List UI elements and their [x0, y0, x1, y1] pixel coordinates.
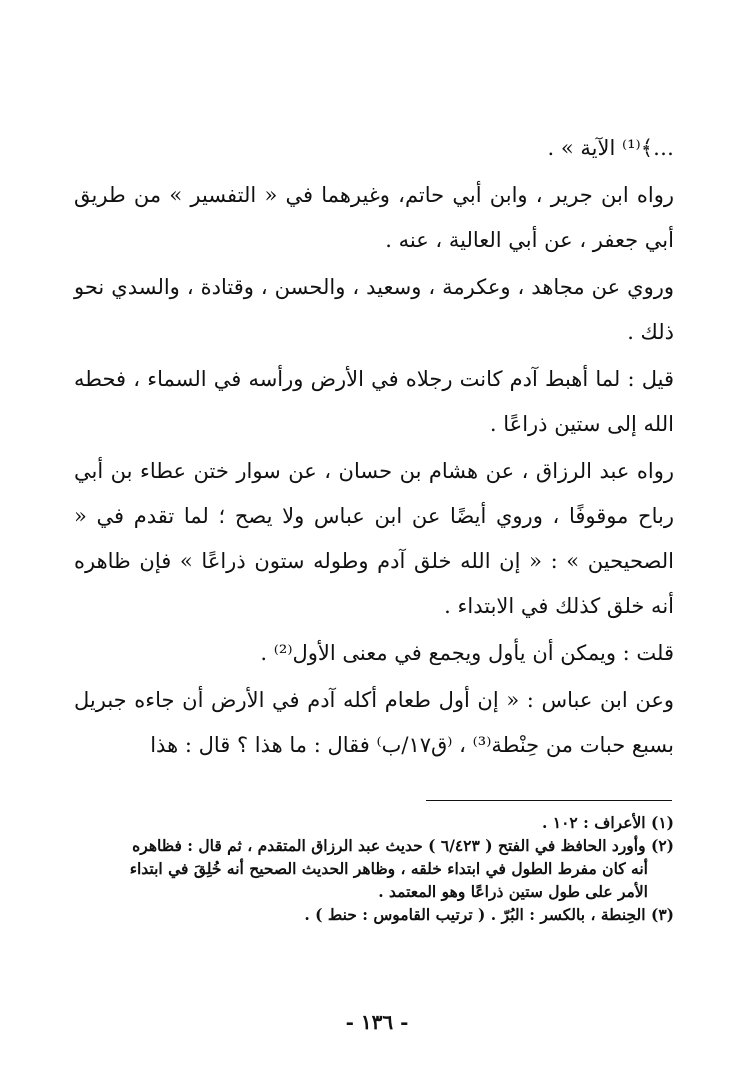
paragraph-ibn-abbas: وعن ابن عباس : « إن أول طعام أكله آدم في الأرض أن جاءه جبريل بسبع حبات من حِنْطة⁽³⁾ ، ⁽ق١٧/ب⁾ فقال : ما هذا ؟ قال : هذا: [74, 688, 674, 757]
paragraph-reconcile: قلت : ويمكن أن يأول ويجمع في معنى الأول⁽²⁾ .: [260, 641, 674, 665]
footnote-2: (٢) وأورد الحافظ في الفتح ( ٦/٤٢٣ ) حديث عبد الرزاق المتقدم ، ثم قال : فظاهره: [132, 836, 674, 855]
footnote-3: (٣) الحِنطة ، بالكسر : البُرّ . ( ترتيب القاموس : حنط ) .: [304, 905, 674, 924]
paragraph-verse-end: …﴾⁽¹⁾ الآية » .: [547, 136, 674, 160]
paragraph-narration-2: وروي عن مجاهد ، وعكرمة ، وسعيد ، والحسن ، وقتادة ، والسدي نحو ذلك .: [74, 275, 674, 344]
paragraph-narration-1: رواه ابن جرير ، وابن أبي حاتم، وغيرهما في « التفسير » من طريق أبي جعفر ، عن أبي العالية ، عنه .: [74, 183, 674, 252]
paragraph-abdulrazzaq: رواه عبد الرزاق ، عن هشام بن حسان ، عن سوار ختن عطاء بن أبي رباح موقوفًا ، وروي أيضًا عن ابن عباس ولا يصح ؛ لما تقدم في « الصحيحين » : « إن الله خلق آدم وطوله ستون ذراعًا » فإن ظاهره أنه خلق كذلك في الابتداء .: [74, 459, 674, 618]
footnotes: [74, 811, 674, 926]
footnote-2-line-2: أنه كان مفرط الطول في ابتداء خلقه ، وظاهر الحديث الصحيح أنه خُلِقَ في ابتداء: [129, 859, 648, 878]
footnote-divider: [426, 800, 672, 801]
paragraph-adam-height: قيل : لما أهبط آدم كانت رجلاه في الأرض ورأسه في السماء ، فحطه الله إلى ستين ذراعًا .: [74, 367, 674, 436]
page-number: - ١٣٦ -: [345, 1010, 409, 1034]
footnote-1: (١) الأعراف : ١٠٢ .: [541, 813, 674, 832]
footnote-2-line-3: الأمر على طول ستين ذراعًا وهو المعتمد .: [378, 882, 648, 901]
